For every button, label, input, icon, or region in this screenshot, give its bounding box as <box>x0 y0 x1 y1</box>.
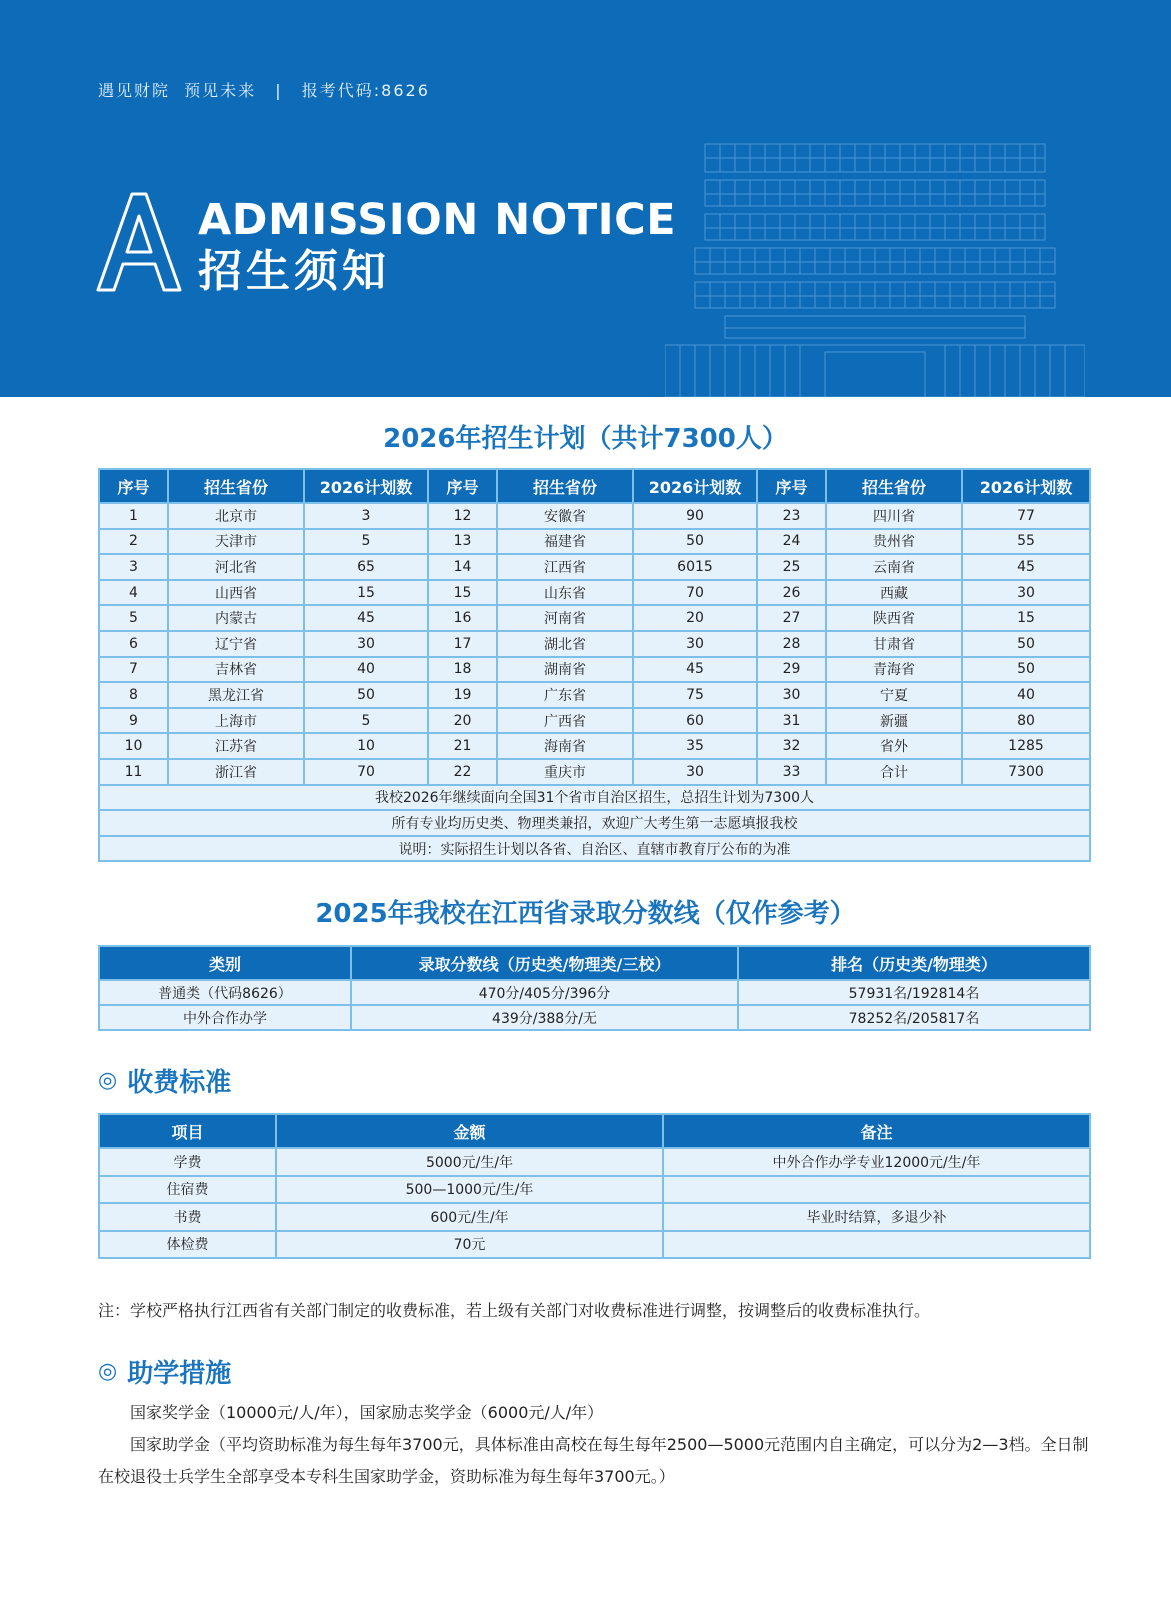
plan-note-row <box>99 810 1090 836</box>
plan-note-cell: 我校2026年继续面向全国31个省市自治区招生，总招生计划为7300人 <box>99 785 1090 811</box>
table-cell: 7 <box>99 657 168 683</box>
table-cell: 北京市 <box>168 503 304 529</box>
table-row <box>99 554 1090 580</box>
table-cell: 广东省 <box>497 682 633 708</box>
table-cell: 5 <box>99 605 168 631</box>
table-cell <box>663 1231 1090 1259</box>
table-cell: 天津市 <box>168 529 304 555</box>
table-row <box>99 682 1090 708</box>
table-cell: 中外合作办学专业12000元/生/年 <box>663 1148 1090 1176</box>
table-cell: 1285 <box>962 733 1090 759</box>
table-cell: 浙江省 <box>168 759 304 785</box>
fees-header-cell: 金额 <box>276 1114 663 1148</box>
table-cell: 湖北省 <box>497 631 633 657</box>
fee-note: 注：学校严格执行江西省有关部门制定的收费标准，若上级有关部门对收费标准进行调整，按调整后的收费标准执行。 <box>98 1301 931 1320</box>
plan-header-cell: 2026计划数 <box>962 469 1090 503</box>
table-cell: 45 <box>304 605 428 631</box>
table-cell: 20 <box>428 708 497 734</box>
plan-header-cell: 招生省份 <box>168 469 304 503</box>
plan-body <box>99 503 1090 861</box>
table-cell: 普通类（代码8626） <box>99 980 351 1005</box>
fee-standard-table <box>98 1113 1091 1259</box>
table-cell: 50 <box>962 631 1090 657</box>
table-cell: 11 <box>99 759 168 785</box>
plan-header-cell: 序号 <box>428 469 497 503</box>
table-cell: 河南省 <box>497 605 633 631</box>
table-cell: 28 <box>757 631 826 657</box>
table-cell: 30 <box>757 682 826 708</box>
table-cell: 70元 <box>276 1231 663 1259</box>
admission-code: 报考代码:8626 <box>301 81 430 100</box>
table-row <box>99 708 1090 734</box>
table-cell: 90 <box>633 503 757 529</box>
table-cell: 27 <box>757 605 826 631</box>
table-cell: 600元/生/年 <box>276 1203 663 1231</box>
table-cell: 30 <box>304 631 428 657</box>
table-cell: 33 <box>757 759 826 785</box>
table-cell: 2 <box>99 529 168 555</box>
table-cell: 40 <box>962 682 1090 708</box>
header-banner <box>0 0 1171 397</box>
table-cell: 云南省 <box>826 554 962 580</box>
table-cell: 省外 <box>826 733 962 759</box>
plan-note-cell: 说明：实际招生计划以各省、自治区、直辖市教育厅公布的为准 <box>99 836 1090 862</box>
double-circle-icon: ◎ <box>98 1359 118 1384</box>
table-cell: 65 <box>304 554 428 580</box>
table-cell: 60 <box>633 708 757 734</box>
scores-header-cell: 类别 <box>99 946 351 980</box>
table-cell: 3 <box>99 554 168 580</box>
plan-section-title: 2026年招生计划（共计7300人） <box>383 424 788 454</box>
table-row <box>99 503 1090 529</box>
tagline-separator: | <box>275 81 283 100</box>
table-cell: 内蒙古 <box>168 605 304 631</box>
table-cell: 470分/405分/396分 <box>351 980 738 1005</box>
title-chinese: 招生须知 <box>198 246 390 297</box>
table-cell: 西藏 <box>826 580 962 606</box>
fee-body <box>99 1148 1090 1258</box>
table-cell: 13 <box>428 529 497 555</box>
table-cell: 80 <box>962 708 1090 734</box>
table-cell: 陕西省 <box>826 605 962 631</box>
fee-section-title: 收费标准 <box>127 1068 232 1098</box>
aid-section-title: 助学措施 <box>127 1359 232 1389</box>
table-cell: 住宿费 <box>99 1176 276 1204</box>
table-cell: 四川省 <box>826 503 962 529</box>
table-row <box>99 759 1090 785</box>
table-cell: 25 <box>757 554 826 580</box>
aid-paragraph-scholarship: 国家奖学金（10000元/人/年），国家励志奖学金（6000元/人/年） <box>130 1403 604 1422</box>
table-cell: 7300 <box>962 759 1090 785</box>
table-cell: 55 <box>962 529 1090 555</box>
table-cell: 45 <box>633 657 757 683</box>
plan-header-cell: 2026计划数 <box>633 469 757 503</box>
table-cell: 30 <box>633 631 757 657</box>
table-cell: 山西省 <box>168 580 304 606</box>
plan-header-cell: 2026计划数 <box>304 469 428 503</box>
slogan-text: 遇见财院 预见未来 <box>98 81 257 100</box>
table-cell: 5000元/生/年 <box>276 1148 663 1176</box>
table-cell: 江苏省 <box>168 733 304 759</box>
plan-note-row <box>99 836 1090 862</box>
fees-header-cell: 项目 <box>99 1114 276 1148</box>
building-outline-icon <box>665 140 1085 397</box>
table-cell: 30 <box>962 580 1090 606</box>
plan-header-cell: 招生省份 <box>497 469 633 503</box>
table-cell: 24 <box>757 529 826 555</box>
table-cell: 12 <box>428 503 497 529</box>
table-cell: 50 <box>962 657 1090 683</box>
table-cell: 海南省 <box>497 733 633 759</box>
table-cell: 广西省 <box>497 708 633 734</box>
table-cell: 439分/388分/无 <box>351 1005 738 1030</box>
table-cell: 26 <box>757 580 826 606</box>
table-cell: 体检费 <box>99 1231 276 1259</box>
table-cell: 15 <box>962 605 1090 631</box>
table-row <box>99 733 1090 759</box>
aid-paragraph-grant: 国家助学金（平均资助标准为每生每年3700元，具体标准由高校在每生每年2500—5000元范围内自主确定，可以分为2—3档。全日制在校退役士兵学生全部享受本专科生国家助学金，资助标准为每生每年3700元。） <box>98 1435 1089 1486</box>
table-row <box>99 1005 1090 1030</box>
table-cell: 50 <box>633 529 757 555</box>
table-cell: 17 <box>428 631 497 657</box>
table-row <box>99 605 1090 631</box>
table-cell: 14 <box>428 554 497 580</box>
plan-note-cell: 所有专业均历史类、物理类兼招，欢迎广大考生第一志愿填报我校 <box>99 810 1090 836</box>
table-cell: 70 <box>304 759 428 785</box>
table-cell: 30 <box>633 759 757 785</box>
table-row <box>99 631 1090 657</box>
table-cell: 江西省 <box>497 554 633 580</box>
double-circle-icon: ◎ <box>98 1068 118 1093</box>
table-cell: 29 <box>757 657 826 683</box>
table-cell: 20 <box>633 605 757 631</box>
table-cell: 新疆 <box>826 708 962 734</box>
table-cell: 22 <box>428 759 497 785</box>
title-english: ADMISSION NOTICE <box>198 195 677 245</box>
table-cell: 19 <box>428 682 497 708</box>
table-cell: 18 <box>428 657 497 683</box>
table-cell: 32 <box>757 733 826 759</box>
table-cell: 书费 <box>99 1203 276 1231</box>
table-cell: 8 <box>99 682 168 708</box>
table-cell: 合计 <box>826 759 962 785</box>
score-body <box>99 980 1090 1030</box>
table-cell: 甘肃省 <box>826 631 962 657</box>
table-cell: 青海省 <box>826 657 962 683</box>
table-cell: 15 <box>304 580 428 606</box>
table-cell: 10 <box>304 733 428 759</box>
table-cell: 毕业时结算，多退少补 <box>663 1203 1090 1231</box>
plan-header-row <box>99 469 1090 503</box>
table-cell: 吉林省 <box>168 657 304 683</box>
admission-score-table <box>98 945 1091 1031</box>
table-cell: 福建省 <box>497 529 633 555</box>
scores-header-cell: 录取分数线（历史类/物理类/三校） <box>351 946 738 980</box>
table-row <box>99 1203 1090 1231</box>
fee-section-heading <box>98 1062 231 1099</box>
plan-header-cell: 序号 <box>99 469 168 503</box>
table-cell: 5 <box>304 708 428 734</box>
table-cell: 500—1000元/生/年 <box>276 1176 663 1204</box>
table-cell: 15 <box>428 580 497 606</box>
table-cell: 山东省 <box>497 580 633 606</box>
table-cell: 21 <box>428 733 497 759</box>
aid-section-heading <box>98 1353 231 1390</box>
table-cell: 河北省 <box>168 554 304 580</box>
table-cell: 中外合作办学 <box>99 1005 351 1030</box>
table-cell: 35 <box>633 733 757 759</box>
table-cell: 安徽省 <box>497 503 633 529</box>
fee-header-row <box>99 1114 1090 1148</box>
table-cell: 31 <box>757 708 826 734</box>
table-cell: 9 <box>99 708 168 734</box>
table-cell: 45 <box>962 554 1090 580</box>
table-cell: 70 <box>633 580 757 606</box>
table-cell: 77 <box>962 503 1090 529</box>
table-cell: 50 <box>304 682 428 708</box>
table-cell: 上海市 <box>168 708 304 734</box>
table-cell: 1 <box>99 503 168 529</box>
table-cell: 10 <box>99 733 168 759</box>
table-row <box>99 1176 1090 1204</box>
score-section-title: 2025年我校在江西省录取分数线（仅作参考） <box>315 899 856 929</box>
score-header-row <box>99 946 1090 980</box>
table-row <box>99 1231 1090 1259</box>
table-cell: 辽宁省 <box>168 631 304 657</box>
table-cell: 6015 <box>633 554 757 580</box>
plan-header-cell: 序号 <box>757 469 826 503</box>
table-cell: 40 <box>304 657 428 683</box>
header-tagline <box>98 78 430 101</box>
table-cell: 57931名/192814名 <box>738 980 1090 1005</box>
table-cell: 4 <box>99 580 168 606</box>
table-row <box>99 529 1090 555</box>
table-cell: 重庆市 <box>497 759 633 785</box>
table-cell: 75 <box>633 682 757 708</box>
enrollment-plan-table <box>98 468 1091 862</box>
table-cell: 78252名/205817名 <box>738 1005 1090 1030</box>
table-cell: 16 <box>428 605 497 631</box>
table-cell: 23 <box>757 503 826 529</box>
scores-header-cell: 排名（历史类/物理类） <box>738 946 1090 980</box>
table-row <box>99 657 1090 683</box>
big-letter-a-icon <box>96 192 182 292</box>
table-cell <box>663 1176 1090 1204</box>
table-cell: 6 <box>99 631 168 657</box>
fees-header-cell: 备注 <box>663 1114 1090 1148</box>
table-row <box>99 980 1090 1005</box>
table-cell: 黑龙江省 <box>168 682 304 708</box>
table-row <box>99 580 1090 606</box>
plan-note-row <box>99 785 1090 811</box>
table-row <box>99 1148 1090 1176</box>
table-cell: 贵州省 <box>826 529 962 555</box>
table-cell: 湖南省 <box>497 657 633 683</box>
table-cell: 学费 <box>99 1148 276 1176</box>
plan-header-cell: 招生省份 <box>826 469 962 503</box>
table-cell: 宁夏 <box>826 682 962 708</box>
table-cell: 5 <box>304 529 428 555</box>
table-cell: 3 <box>304 503 428 529</box>
